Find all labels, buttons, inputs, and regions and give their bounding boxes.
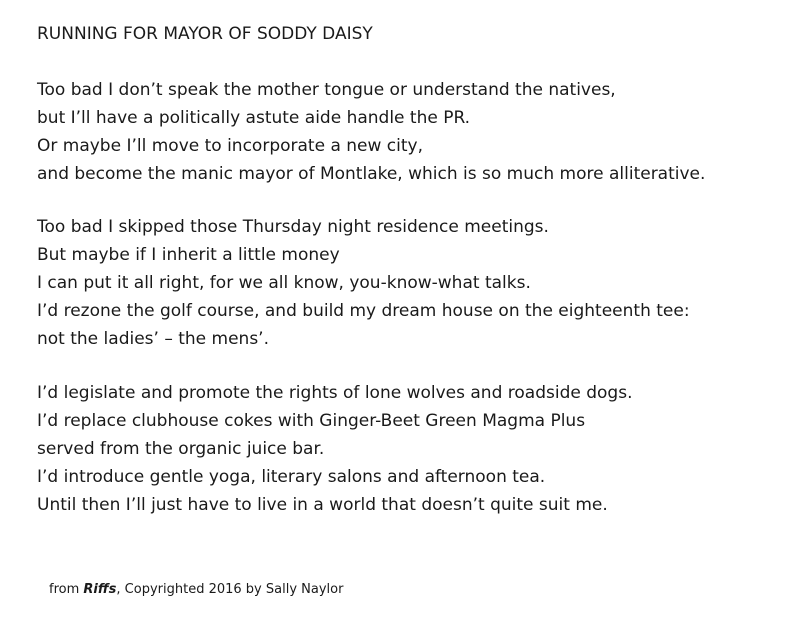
poem-line: and become the manic mayor of Montlake, which is so much more alliterative. <box>37 164 706 184</box>
copyright-footer <box>49 581 343 599</box>
stanza-3 <box>37 379 632 519</box>
stanza-2 <box>37 213 690 353</box>
poem-line: served from the organic juice bar. <box>37 439 325 459</box>
poem-line: But maybe if I inherit a little money <box>37 245 340 265</box>
poem-line: Too bad I skipped those Thursday night residence meetings. <box>37 217 549 237</box>
stanza-1 <box>37 76 705 188</box>
poem-line: Too bad I don’t speak the mother tongue or understand the natives, <box>37 80 616 100</box>
poem-line: not the ladies’ – the mens’. <box>37 329 269 349</box>
poem-line: but I’ll have a politically astute aide handle the PR. <box>37 108 471 128</box>
poem-line: Or maybe I’ll move to incorporate a new city, <box>37 136 424 156</box>
poem-title: RUNNING FOR MAYOR OF SODDY DAISY <box>37 24 373 44</box>
book-title: Riffs <box>83 582 117 597</box>
poem-line: I’d rezone the golf course, and build my dream house on the eighteenth tee: <box>37 301 690 321</box>
poem-line: I can put it all right, for we all know, you-know-what talks. <box>37 273 531 293</box>
poem-line: Until then I’ll just have to live in a world that doesn’t quite suit me. <box>37 495 608 515</box>
footer-prefix: from <box>49 582 84 597</box>
footer-suffix: , Copyrighted 2016 by Sally Naylor <box>116 582 344 597</box>
poem-line: I’d introduce gentle yoga, literary salons and afternoon tea. <box>37 467 546 487</box>
poem-line: I’d replace clubhouse cokes with Ginger-Beet Green Magma Plus <box>37 411 586 431</box>
poem-line: I’d legislate and promote the rights of lone wolves and roadside dogs. <box>37 383 633 403</box>
